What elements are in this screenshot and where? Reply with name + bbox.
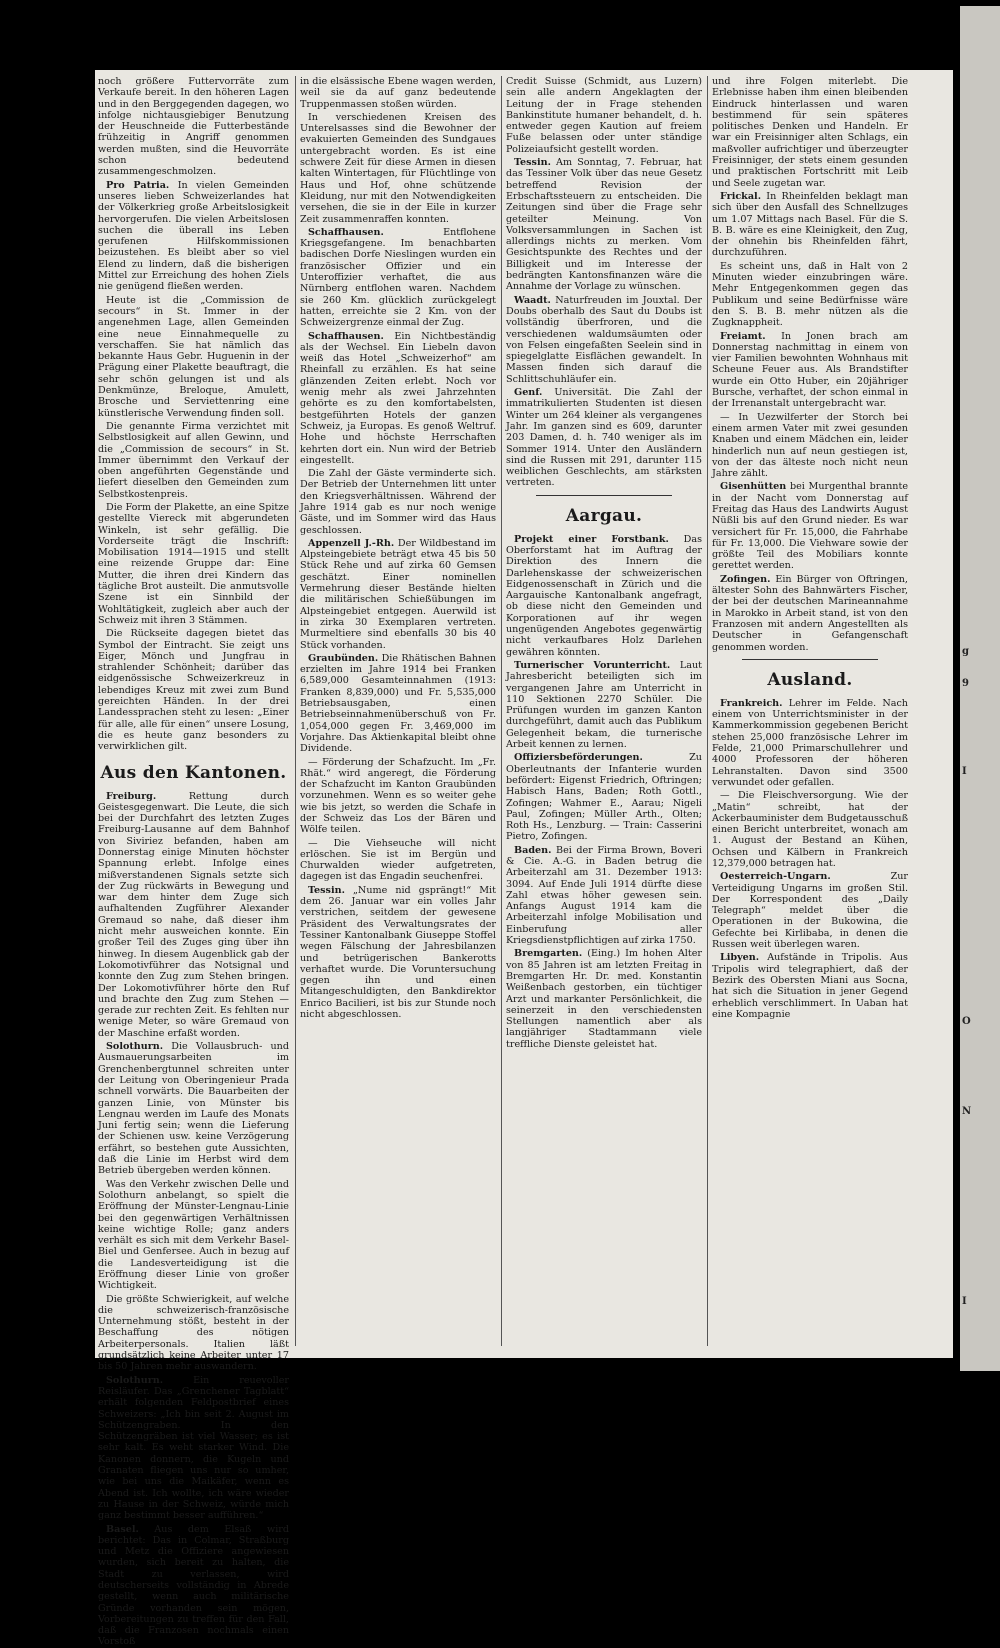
article-text: Das Oberforstamt hat im Auftrag der Direktion des Innern die Darlehenskasse der schweizerischen Eidgenossenschaft in Zürich und die Aargauische Kantonalbank angefragt, ob diese nicht den Gemeinden und Korporationen auf ihr wegen ungenügenden Angebotes gegenwärtig nicht verkaufbares Holz Darlehen gewähren könnten.: [506, 533, 702, 658]
article-paragraph: [712, 871, 908, 950]
article-paragraph: [98, 180, 289, 293]
column-1: [98, 76, 289, 1648]
article-text: und ihre Folgen miterlebt. Die Erlebnisse haben ihm einen bleibenden Eindruck hinterlassen und waren bestimmend für sein späteres politisches Denken und Handeln. Er war ein Freisinniger alten Schlags, ein maßvoller aufrichtiger und überzeugter Freisinniger, der stets einem gesunden und praktischen Fortschritt mit Leib und Seele zugetan war.: [712, 76, 908, 189]
article-text: In Jonen brach am Donnerstag nachmittag in einem von vier Familien bewohnten Wohnhaus mit Scheune Feuer aus. Als Brandstifter wurde ein Otto Huber, ein 20jähriger Bursche, verhaftet, der schon einmal in der Irrenanstalt untergebracht war.: [712, 330, 908, 410]
article-paragraph: [300, 538, 496, 651]
article-keyword: Offiziersbeförderungen.: [514, 752, 643, 764]
section-divider: [536, 495, 672, 496]
article-text: Die Vollausbruch- und Ausmauerungsarbeiten im Grenchenbergtunnel schreiten unter der Leitung von Oberingenieur Prada schnell vorwärts. Die Bauarbeiten der ganzen Linie, von Münster bis Lengnau werden im Laufe des Monats Juni fertig sein; wenn die Lieferung der Schienen usw. keine Verzögerung erfährt, so bestehen gute Aussichten, daß die Linie im Herbst wird dem Betrieb übergeben werden können.: [98, 1041, 289, 1177]
article-paragraph: [712, 331, 908, 410]
article-text: Die Zahl der Gäste verminderte sich. Der Betrieb der Unternehmen litt unter den Kriegsverhältnissen. Während der Jahre 1914 gab es nur noch wenige Gäste, und im Sommer wird das Haus geschlossen.: [300, 468, 496, 536]
article-text: — Förderung der Schafzucht. Im „Fr. Rhät.“ wird angeregt, die Förderung der Schafzucht im Kanton Graubünden vorzunehmen. Wenn es so weiter gehe wie bis jetzt, so werden die Schafe in der Schweiz das Los der Bären und Wölfe teilen.: [300, 756, 496, 836]
article-paragraph: [300, 331, 496, 467]
column-2: [300, 76, 496, 1348]
article-paragraph: [506, 295, 702, 385]
article-text: Laut Jahresbericht beteiligten sich im vergangenen Jahre am Unterricht in 110 Sektionen 2270 Schüler. Die Prüfungen wurden im ganzen Kanton durchgeführt, damit auch das Publikum Gelegenheit bekam, die turnerische Arbeit kennen zu lernen.: [506, 659, 702, 751]
article-paragraph: [98, 791, 289, 1040]
article-text: Die genannte Firma verzichtet mit Selbstlosigkeit auf allen Gewinn, und die „Commission de secours“ in St. Immer übernimmt den Verkauf der oben angeführten Gegenstände und liefert dieselben den Gemeinden zum Selbstkostenpreis.: [98, 420, 289, 500]
article-keyword: Basel.: [106, 1523, 139, 1535]
article-paragraph: [300, 653, 496, 755]
column-rule: [501, 76, 502, 1346]
article-paragraph: [506, 752, 702, 842]
article-paragraph: [712, 698, 908, 788]
article-text: Universität. Die Zahl der immatrikulierten Studenten ist diesen Winter um 264 kleiner als vergangenes Jahr. Im ganzen sind es 609, darunter 203 Damen, d. h. 740 weniger als im Sommer 1914. Unter den Ausländern sind die Russen mit 291, darunter 115 weiblichen Geschlechts, am stärksten vertreten.: [506, 387, 702, 489]
edge-glyph: O: [962, 1016, 971, 1027]
article-text: Heute ist die „Commission de secours“ in St. Immer in der angenehmen Lage, allen Gemeinden eine neue Einnahmequelle zu verschaffen. Sie hat nämlich das bekannte Haus Gebr. Huguenin in der Prägung einer Plakette beauftragt, die sehr schön gelungen ist und als Denkmünze, Breloque, Amulett, Brosche und Serviettenring eine künstlerische Verwendung finden soll.: [98, 294, 289, 419]
article-paragraph: [506, 845, 702, 947]
article-paragraph: [712, 952, 908, 1020]
article-text: bei Murgenthal brannte in der Nacht vom Donnerstag auf Freitag das Haus des Landwirts August Nüßli bis auf den Grund nieder. Es war versichert für Fr. 15,000, die Fahrhabe für Fr. 13,000. Die Viehware sowie der größte Teil des Mobiliars konnte gerettet werden.: [712, 481, 908, 572]
article-paragraph: [712, 574, 908, 653]
article-paragraph: [300, 885, 496, 1021]
article-keyword: Tessin.: [308, 884, 345, 896]
article-keyword: Freiamt.: [720, 330, 766, 342]
article-paragraph: [506, 387, 702, 489]
section-heading: Ausland.: [767, 669, 853, 690]
article-text: Ein reuevoller Reisläufer. Das „Grenchener Tagblatt“ erhält folgenden Feldpostbrief eines Schweizers: „Ich bin seit 2. August im Schützengraben. In den Schützengräben ist viel Wasser; es ist sehr kalt. Es weht starker Wind. Die Kanonen donnern, die Kugeln und Granaten fliegen uns nur so umher, wie bei uns die Maikäfer, wenn es Abend ist. Ich wollte, ich wäre wieder zu Hause in der Schweiz, würde mich ganz bestimmt besser aufführen.“: [98, 1374, 289, 1522]
article-text: Ein Nichtbeständig als der Wechsel. Ein Liebeln davon weiß das Hotel „Schweizerhof“ am Rheinfall zu erzählen. Es hat seine glänzenden Zeiten erlebt. Noch vor wenig mehr als zwei Jahrzehnten gehörte es zu den komfortabelsten, bestgeführten Hotels der ganzen Schweiz, ja Europas. Es genoß Weltruf. Hohe und höchste Herrschaften kehrten dort ein. Nun wird der Betrieb eingestellt.: [300, 330, 496, 466]
article-text: Rettung durch Geistesgegenwart. Die Leute, die sich bei der Durchfahrt des letzten Zuges Freiburg-Lausanne auf dem Bahnhof von Siviriez befanden, haben am Donnerstag einige Minuten höchster Spannung erlebt. Infolge eines mißverstandenen Signals setzte sich der Zug rückwärts in Bewegung und war dem hinter dem Zuge sich aufhaltenden Zugführer Alexander Gremaud so nahe, daß dieser ihm nicht mehr ausweichen konnte. Ein großer Teil des Zuges ging über ihn hinweg. In diesem Augenblick gab der Lokomotivführer das Notsignal und konnte den Zug zum Stehen bringen. Der Lokomotivführer hörte den Ruf und brachte den Zug zum Stehen — gerade zur rechten Zeit. Es fehlten nur wenige Meter, so wäre Gremaud von der Maschine erfaßt worden.: [98, 790, 289, 1039]
article-keyword: Pro Patria.: [106, 179, 170, 191]
article-paragraph: [506, 948, 702, 1050]
article-text: — Die Viehseuche will nicht erlöschen. Sie ist im Bergün und Churwalden wieder aufgetreten, dagegen ist das Engadin seuchenfrei.: [300, 837, 496, 883]
article-text: noch größere Futtervorräte zum Verkaufe bereit. In den höheren Lagen und in den Berggegenden dagegen, wo infolge nichtausgiebiger Benutzung der Heuschneide die Futterbestände frühzeitig in Angriff genommen werden mußten, sind die Heuvorräte schon bedeutend zusammengeschmolzen.: [98, 76, 289, 178]
article-text: „Nume nid gsprängt!“ Mit dem 26. Januar war ein volles Jahr verstrichen, seitdem der gewesene Präsident des Verwaltungsrates der Tessiner Kantonalbank Giuseppe Stoffel wegen Fälschung der Jahresbilanzen und betrügerischen Bankerotts verhaftet wurde. Die Voruntersuchung gegen ihn und einen Mitangeschuldigten, den Bankdirektor Enrico Bacilieri, ist bis zur Stunde noch nicht abgeschlossen.: [300, 884, 496, 1021]
article-keyword: Libyen.: [720, 952, 760, 964]
article-paragraph: [506, 660, 702, 750]
article-paragraph: [98, 1524, 289, 1648]
article-paragraph: [506, 157, 702, 293]
article-keyword: Oesterreich-Ungarn.: [720, 871, 831, 883]
column-rule: [707, 76, 708, 1346]
article-text: Ein Bürger von Oftringen, ältester Sohn des Bahnwärters Fischer, der bei der deutschen Marineannahme in Marokko in Arbeit stand, ist von den Franzosen mit andern Angestellten als Deutscher in Gefangenschaft genommen worden.: [712, 573, 908, 653]
article-keyword: Freiburg.: [106, 790, 157, 802]
article-keyword: Turnerischer Vorunterricht.: [514, 659, 671, 671]
article-text: Aufstände in Tripolis. Aus Tripolis wird telegraphiert, daß der Bezirk des Obersten Miani aus Socna, hat sich die Situation in jener Gegend erheblich verschlimmert. In Uaban hat eine Kompagnie: [712, 952, 908, 1020]
edge-glyph: I: [962, 766, 967, 777]
article-keyword: Frankreich.: [720, 697, 783, 709]
article-keyword: Gisenhütten: [720, 481, 787, 493]
article-keyword: Schaffhausen.: [308, 226, 384, 238]
article-text: Naturfreuden im Jouxtal. Der Doubs oberhalb des Saut du Doubs ist vollständig überfroren, und die verschiedenen waldumsäumten oder von Felsen eingefaßten Seelein sind in spiegelglatte Eisflächen gewandelt. In Massen finden sich darauf die Schlittschuhläufer ein.: [506, 294, 702, 385]
article-paragraph: [712, 481, 908, 571]
article-text: Credit Suisse (Schmidt, aus Luzern) sein alle andern Angeklagten der Leitung der in Frage stehenden Bankinstitute humaner behandelt, d. h. entweder gegen Kaution auf freiem Fuße belassen oder unter ständige Polizeiaufsicht gestellt worden.: [506, 76, 702, 155]
article-keyword: Solothurn.: [106, 1041, 164, 1053]
article-text: Am Sonntag, 7. Februar, hat das Tessiner Volk über das neue Gesetz betreffend Revision der Erbschaftssteuern zu entscheiden. Die Zeitungen sind über die Frage sehr geteilter Meinung. Von Volksversammlungen in Sachen ist allerdings nichts zu merken. Vom Gesichtspunkte des Rechtes und der Billigkeit und im Interesse der bedrängten Kantonsfinanzen wäre die Annahme der Vorlage zu wünschen.: [506, 157, 702, 293]
article-paragraph: [98, 1041, 289, 1177]
article-text: — Die Fleischversorgung. Wie der „Matin“ schreibt, hat der Ackerbauminister dem Budgetausschuß einen Bericht unterbreitet, wonach am 1. August der Bestand an Kühen, Ochsen und Kälbern in Frankreich 12,379,000 betragen hat.: [712, 790, 908, 869]
article-text: Zu Oberleutnants der Infanterie wurden befördert: Eigenst Friedrich, Oftringen; Habisch Hans, Baden; Roth Gottl., Zofingen; Wahmer E., Aarau; Nigeli Paul, Zofingen; Müller Arth., Olten; Roth Hs., Lenzburg. — Train: Casserini Pietro, Zofingen.: [506, 752, 702, 843]
article-paragraph: [98, 1375, 289, 1522]
article-text: Es scheint uns, daß in Halt von 2 Minuten wieder einzubringen wäre. Mehr Entgegenkommen gegen das Publikum und seine Bedürfnisse wäre den S. B. B. mehr nützen als die Zugknappheit.: [712, 260, 908, 329]
section-divider: [742, 659, 878, 660]
article-text: — In Uezwilferter der Storch bei einem armen Vater mit zwei gesunden Knaben und einem Mädchen ein, leider hinderlich nun auf neun gestiegen ist, von der das älteste noch nicht neun Jahre zählt.: [712, 411, 908, 480]
article-text: Entflohene Kriegsgefangene. Im benachbarten badischen Dorfe Nieslingen wurden ein französischer Offizier und ein Unteroffizier verhaftet, die aus Nürnberg entflohen waren. Nachdem sie 260 Km. glücklich zurückgelegt hatten, erreichte sie 2 Km. von der Schweizergrenze einmal der Zug.: [300, 226, 496, 329]
article-keyword: Solothurn.: [106, 1374, 164, 1386]
article-paragraph: [712, 191, 908, 259]
article-keyword: Baden.: [514, 844, 552, 856]
article-keyword: Appenzell J.-Rh.: [308, 537, 395, 549]
section-heading: Aus den Kantonen.: [100, 762, 287, 783]
edge-glyph: g: [962, 646, 969, 657]
article-paragraph: [506, 534, 702, 658]
article-text: Die Rückseite dagegen bietet das Symbol der Eintracht. Sie zeigt uns Eiger, Mönch und Jungfrau in strahlender Schönheit; darüber das eidgenössische Schweizerkreuz in lebendiges Kreuz mit zwei zum Bund gereichten Händen. In der drei Landessprachen steht zu lesen: „Einer für alle, alle für einen“ unsere Losung, die es heute ganz besonders zu verwirklichen gilt.: [98, 628, 289, 753]
article-text: in die elsässische Ebene wagen werden, weil sie da auf ganz bedeutende Truppenmassen stoßen würden.: [300, 76, 496, 110]
article-text: Bei der Firma Brown, Boveri & Cie. A.-G. in Baden betrug die Arbeiterzahl am 31. Dezember 1913: 3094. Auf Ende Juli 1914 dürfte diese Zahl etwas höher gewesen sein. Anfangs August 1914 kam die Arbeiterzahl infolge Mobilisation und Einberufung aller Kriegsdienstpflichtigen auf zirka 1750.: [506, 844, 702, 947]
article-text: In Rheinfelden beklagt man sich über den Ausfall des Schnellzuges um 1.07 Mittags nach Basel. Für die S. B. B. wäre es eine Kleinigkeit, den Zug, der ohnehin bis Rheinfelden fährt, durchzuführen.: [712, 190, 908, 259]
section-heading: Aargau.: [565, 505, 643, 526]
column-4: [712, 76, 908, 1348]
article-text: Zur Verteidigung Ungarns im großen Stil. Der Korrespondent des „Daily Telegraph“ meldet über die Operationen in der Bukowina, die Gefechte bei Kirlibaba, in denen die Russen weit überlegen waren.: [712, 871, 908, 951]
column-rule: [295, 76, 296, 1346]
article-text: Die größte Schwierigkeit, auf welche die schweizerisch-französische Unternehmung stößt, besteht in der Beschaffung des nötigen Arbeiterpersonals. Italien läßt grundsätzlich keine Arbeiter unter 17 bis 50 Jahren mehr auswandern.: [98, 1293, 289, 1373]
column-3: [506, 76, 702, 1348]
edge-glyph: N: [962, 1106, 972, 1117]
article-keyword: Projekt einer Forstbank.: [514, 533, 669, 545]
article-text: Was den Verkehr zwischen Delle und Solothurn anbelangt, so spielt die Eröffnung der Münster-Lengnau-Linie bei den gegenwärtigen Verhältnissen keine wichtige Rolle; ganz anders verhält es sich mit dem Verkehr Basel-Biel und Genfersee. Auch in bezug auf die Landesverteidigung ist die Eröffnung dieser Linie von großer Wichtigkeit.: [98, 1178, 289, 1292]
article-keyword: Schaffhausen.: [308, 330, 384, 342]
article-text: Der Wildbestand im Alpsteingebiete beträgt etwa 45 bis 50 Stück Rehe und auf zirka 60 Gemsen geschätzt. Einer nominellen Vermehrung dieser Bestände hielten die militärischen Schießübungen im Alpsteingebiet entgegen. Auerwild ist in zirka 30 Exemplaren vertreten. Murmeltiere sind ebenfalls 30 bis 40 Stück vorhanden.: [300, 537, 496, 651]
article-text: Lehrer im Felde. Nach einem von Unterrichtsminister in der Kammerkommission gegebenen Bericht stehen 25,000 französische Lehrer im Felde, 21,000 Primarschullehrer und 4000 Professoren der höheren Lehranstalten. Davon sind 3500 verwundet oder gefallen.: [712, 697, 908, 788]
article-paragraph: [300, 227, 496, 329]
article-text: Aus dem Elsaß wird berichtet: Das in Colmar, Straßburg und Metz die Offiziere angewiesen wurden, sich bereit zu halten, die Stadt zu verlassen, wird deutscherseits vollständig in Abrede gestellt, wenn auch militärische Gründe vorhanden sein mögen, Vorbereitungen zu treffen für den Fall, daß die Franzosen nochmals einen Vorstoß: [98, 1523, 289, 1648]
article-keyword: Tessin.: [514, 157, 551, 169]
article-keyword: Graubünden.: [308, 652, 379, 664]
article-text: In verschiedenen Kreisen des Unterelsasses sind die Bewohner der evakuierten Gemeinden des Sundgaues untergebracht worden. Es ist eine schwere Zeit für diese Armen in diesen kalten Wintertagen, für Flüchtlinge von Haus und Hof, ohne schützende Kleidung, nur mit den Notwendigkeiten versehen, die sie in der Eile in kurzer Zeit zusammenraffen konnten.: [300, 111, 496, 225]
adjacent-page-edge: [960, 6, 1000, 1371]
edge-glyph: I: [962, 1296, 967, 1307]
article-keyword: Frickal.: [720, 190, 762, 202]
article-keyword: Zofingen.: [720, 573, 771, 585]
article-text: Die Rhätischen Bahnen erzielten im Jahre 1914 bei Franken 6,589,000 Gesamteinnahmen (1913: Franken 8,839,000) und Fr. 5,535,000 Betriebsausgaben, einen Betriebseinnahmenüberschuß von Fr. 1,054,000 gegen Fr. 3,469,000 im Vorjahre. Das Aktienkapital bleibt ohne Dividende.: [300, 652, 496, 755]
article-keyword: Genf.: [514, 387, 543, 399]
article-text: Die Form der Plakette, an eine Spitze gestellte Viereck mit abgerundeten Winkeln, ist sehr gefällig. Die Vorderseite trägt die Inschrift: Mobilisation 1914—1915 und stellt eine reizende Gruppe dar: Eine Mutter, die ihren drei Kindern das tägliche Brot austeilt. Die anmutsvolle Szene ist ein Sinnbild der Wohltätigkeit, zugleich aber auch der Schweiz mit ihren 3 Stämmen.: [98, 501, 289, 626]
article-text: (Eing.) Im hohen Alter von 85 Jahren ist am letzten Freitag in Bremgarten Hr. Dr. med. Konstantin Weißenbach gestorben, ein tüchtiger Arzt und markanter Persönlichkeit, die seinerzeit in den verschiedensten Stellungen namentlich aber als langjähriger Stadtammann viele treffliche Dienste geleistet hat.: [506, 948, 702, 1050]
article-text: In vielen Gemeinden unseres lieben Schweizerlandes hat der Völkerkrieg große Arbeitslosigkeit hervorgerufen. Die vielen Arbeitslosen suchen die überall ins Leben gerufenen Hilfskommissionen beizustehen. Es bleibt aber so viel Elend zu lindern, daß die bisherigen Mittel zur Erreichung des hohen Ziels nie genügend fließen werden.: [98, 179, 289, 293]
article-keyword: Waadt.: [514, 294, 551, 306]
edge-glyph: 9: [962, 678, 969, 689]
article-keyword: Bremgarten.: [514, 948, 583, 960]
